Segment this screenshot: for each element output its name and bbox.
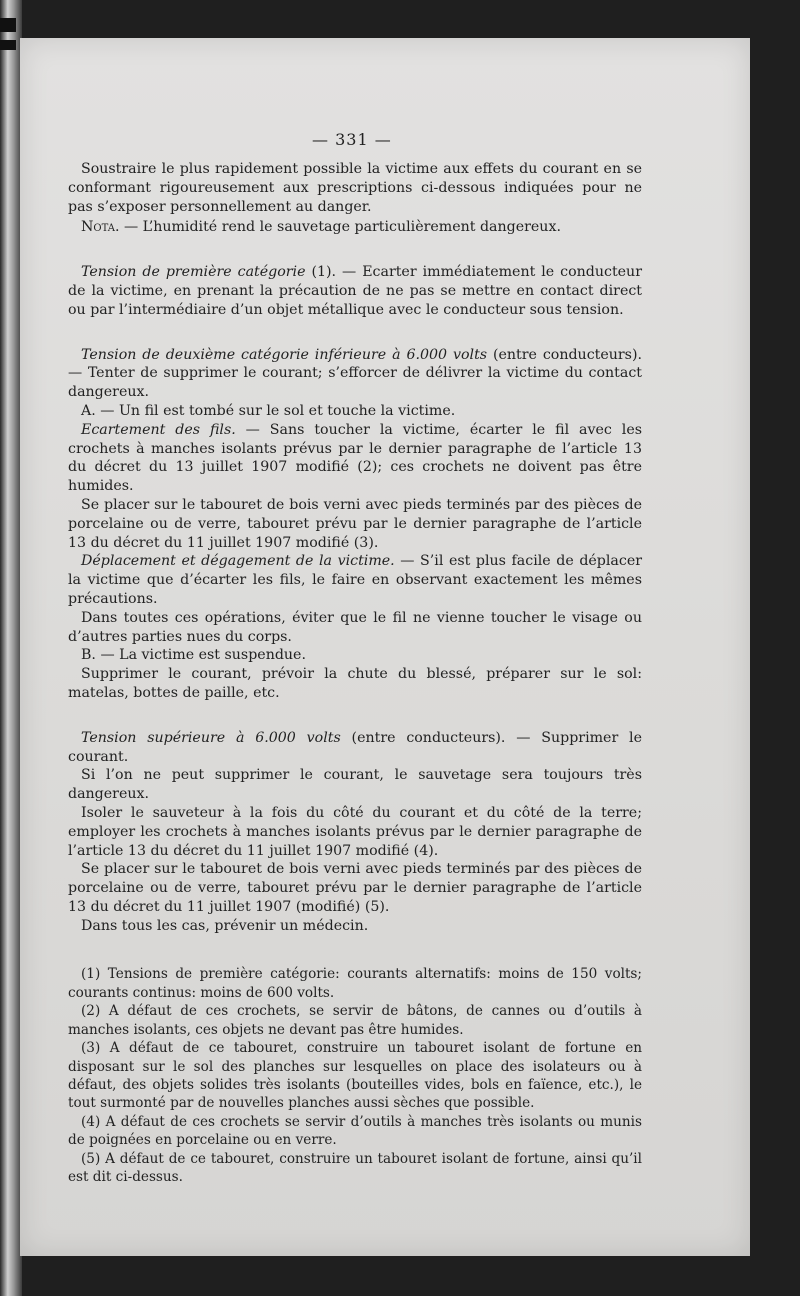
- tension-3-text: (entre conducteurs). — Supprimer le courant.: [68, 729, 642, 765]
- ecartement-heading: Ecartement des fils.: [81, 421, 236, 438]
- paragraph-tabouret: Se placer sur le tabouret de bois verni avec pieds terminés par des pièces de porcelaine ou de verre, tabouret prévu par le dernier paragraphe de l’article 13 du décret du 11 juillet 1907 modifié (3).: [68, 496, 642, 551]
- paragraph-isoler: Isoler le sauveteur à la fois du côté du courant et du côté de la terre; employer les crochets à manches isolants prévus par le dernier paragraphe de l’article 13 du décret du 11 juillet 1907 modifié (4).: [68, 804, 642, 859]
- tension-2-heading: Tension de deuxième catégorie inférieure à 6.000 volts: [81, 346, 488, 363]
- paragraph-deplacement: [68, 552, 642, 608]
- nota-label: Nota.: [81, 219, 120, 236]
- paragraph-nota: [68, 218, 642, 237]
- paragraph-operations: Dans toutes ces opérations, éviter que le fil ne vienne toucher le visage ou d’autres parties nues du corps.: [68, 609, 642, 645]
- spine-mark: [0, 18, 16, 32]
- nota-text: — L’humidité rend le sauvetage particulièrement dangereux.: [119, 219, 561, 236]
- footnote-4: (4) A défaut de ces crochets se servir d’outils à manches très isolants ou munis de poignées en porcelaine ou en verre.: [68, 1113, 642, 1149]
- paragraph-medecin: Dans tous les cas, prévenir un médecin.: [81, 917, 369, 934]
- paragraph-si-on: Si l’on ne peut supprimer le courant, le sauvetage sera toujours très dangereux.: [68, 767, 642, 803]
- paragraph-tabouret-2: Se placer sur le tabouret de bois verni avec pieds terminés par des pièces de porcelaine ou de verre, tabouret prévu par le dernier paragraphe de l’article 13 du décret du 11 juillet 1907 (modifié) (5).: [68, 861, 642, 915]
- tension-2-text: (entre conducteurs). — Tenter de supprimer le courant; s’efforcer de délivrer la victime du contact dangereux.: [68, 346, 642, 401]
- paragraph-tension-2: [68, 346, 642, 402]
- deplacement-text: — S’il est plus facile de déplacer la victime que d’écarter les fils, le faire en observant exactement les mêmes précautions.: [68, 553, 643, 607]
- ecartement-text: — Sans toucher la victime, écarter le fil avec les crochets à manches isolants prévus par le dernier paragraphe de l’article 13 du décret du 13 juillet 1907 modifié (2); ces crochets ne doivent pas être humides.: [68, 421, 642, 495]
- deplacement-heading: Déplacement et dégagement de la victime.: [81, 553, 395, 570]
- paragraph-b: B. — La victime est suspendue.: [81, 647, 306, 664]
- footnote-3: (3) A défaut de ce tabouret, construire un tabouret isolant de fortune en disposant sur le sol des planches sur lesquelles on place des isolateurs ou à défaut, des objets solides très isolants (bouteilles vides, bols en faïence, etc.), le tout surmonté par de nouvelles planches aussi sèches que possible.: [68, 1040, 642, 1112]
- book-spine: [0, 0, 22, 1296]
- paragraph-a: A. — Un fil est tombé sur le sol et touche la victime.: [81, 402, 456, 419]
- tension-3-heading: Tension supérieure à 6.000 volts: [81, 729, 341, 746]
- page-number: — 331 —: [312, 130, 392, 149]
- paragraph-tension-3: [68, 729, 642, 767]
- book-page: [20, 38, 750, 1256]
- footnote-1: (1) Tensions de première catégorie: courants alternatifs: moins de 150 volts; courants continus: moins de 600 volts.: [68, 966, 642, 1001]
- paragraph-supprimer: Supprimer le courant, prévoir la chute du blessé, préparer sur le sol: matelas, bottes de paille, etc.: [68, 666, 642, 701]
- paragraph-tension-1: [68, 263, 642, 319]
- footnote-5: (5) A défaut de ce tabouret, construire un tabouret isolant de fortune, ainsi qu’il est dit ci-dessus.: [68, 1150, 642, 1185]
- tension-1-heading: Tension de première catégorie: [81, 264, 306, 281]
- paragraph-intro: Soustraire le plus rapidement possible la victime aux effets du courant en se conformant rigoureusement aux prescriptions ci-dessous indiquées pour ne pas s’exposer personnellement au danger.: [68, 161, 642, 215]
- footnotes: [68, 965, 642, 1186]
- paragraph-ecartement: [68, 421, 642, 496]
- tension-1-text: (1). — Ecarter immédiatement le conducteur de la victime, en prenant la précaution de ne pas se mettre en contact direct ou par l’intermédiaire d’un objet métallique avec le conducteur sous tension.: [68, 264, 642, 318]
- footnote-2: (2) A défaut de ces crochets, se servir de bâtons, de cannes ou d’outils à manches isolants, ces objets ne devant pas être humides.: [68, 1003, 642, 1038]
- page-body: [68, 160, 642, 1186]
- spine-mark: [0, 40, 16, 50]
